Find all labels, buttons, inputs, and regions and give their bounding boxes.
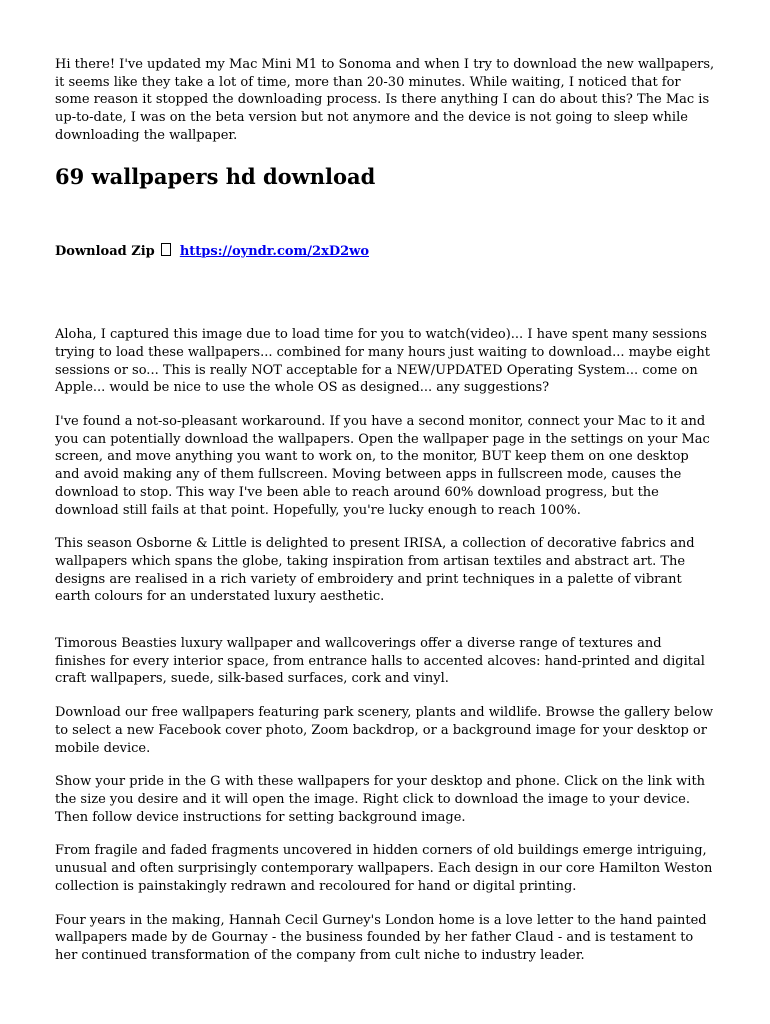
- paragraph-de-gournay: Four years in the making, Hannah Cecil Gurney's London home is a love letter to the hand painted wallpapers made by de Gournay - the business founded by her father Claud - and is testament to her continued transformation of the company from cult niche to industry leader.: [55, 912, 707, 963]
- paragraph-hamilton-weston: From fragile and faded fragments uncovered in hidden corners of old buildings emerge intriguing, unusual and often surprisingly contemporary wallpapers. Each design in our core Hamilton Weston collection is painstakingly redrawn and recoloured for hand or digital printing.: [55, 843, 713, 894]
- paragraph-timorous-beasties: Timorous Beasties luxury wallpaper and wallcoverings offer a diverse range of textures and finishes for every interior space, from entrance halls to accented alcoves: hand-printed and digital craft wallpapers, suede, silk-based surfaces, cork and vinyl.: [55, 636, 705, 687]
- paragraph-free-wallpapers: Download our free wallpapers featuring park scenery, plants and wildlife. Browse the gallery below to select a new Facebook cover photo, Zoom backdrop, or a background image for your desktop or mobile device.: [55, 705, 714, 756]
- page-title: 69 wallpapers hd download: [55, 163, 376, 189]
- paragraph-workaround: I've found a not-so-pleasant workaround. If you have a second monitor, connect your Mac to it and you can potentially download the wallpapers. Open the wallpaper page in the settings on your Mac screen, and move anything you want to work on, to the monitor, BUT keep them on one desktop and avoid making any of them fullscreen. Moving between apps in fullscreen mode, causes the download to stop. This way I've been able to reach around 60% download progress, but the download still fails at that point. Hopefully, you're lucky enough to reach 100%.: [55, 414, 710, 518]
- paragraph-osborne-little: This season Osborne & Little is delighted to present IRISA, a collection of decorative fabrics and wallpapers which spans the globe, taking inspiration from artisan textiles and abstract art. The designs are realised in a rich variety of embroidery and print techniques in a palette of vibrant earth colours for an understated luxury aesthetic.: [55, 536, 695, 605]
- paragraph-pride-in-g: Show your pride in the G with these wallpapers for your desktop and phone. Click on the link with the size you desire and it will open the image. Right click to download the image to your device. Then follow device instructions for setting background image.: [55, 774, 706, 825]
- paragraph-aloha: Aloha, I captured this image due to load time for you to watch(video)... I have spent many sessions trying to load these wallpapers... combined for many hours just waiting to download... maybe eight sessions or so... This is really NOT acceptable for a NEW/UPDATED Operating System... come on Apple... would be nice to use the whole OS as designed... any suggestions?: [55, 327, 710, 396]
- download-label: Download Zip: [55, 243, 155, 259]
- intro-paragraph: Hi there! I've updated my Mac Mini M1 to Sonoma and when I try to download the new wallpapers, it seems like they take a lot of time, more than 20-30 minutes. While waiting, I noticed that for some reason it stopped the downloading process. Is there anything I can do about this? The Mac is up-to-date, I was on the beta version but not anymore and the device is not going to sleep while downloading the wallpaper.: [55, 57, 715, 143]
- download-line: [55, 243, 715, 261]
- download-link[interactable]: https://oyndr.com/2xD2wo: [179, 243, 370, 259]
- download-icon: [161, 243, 171, 256]
